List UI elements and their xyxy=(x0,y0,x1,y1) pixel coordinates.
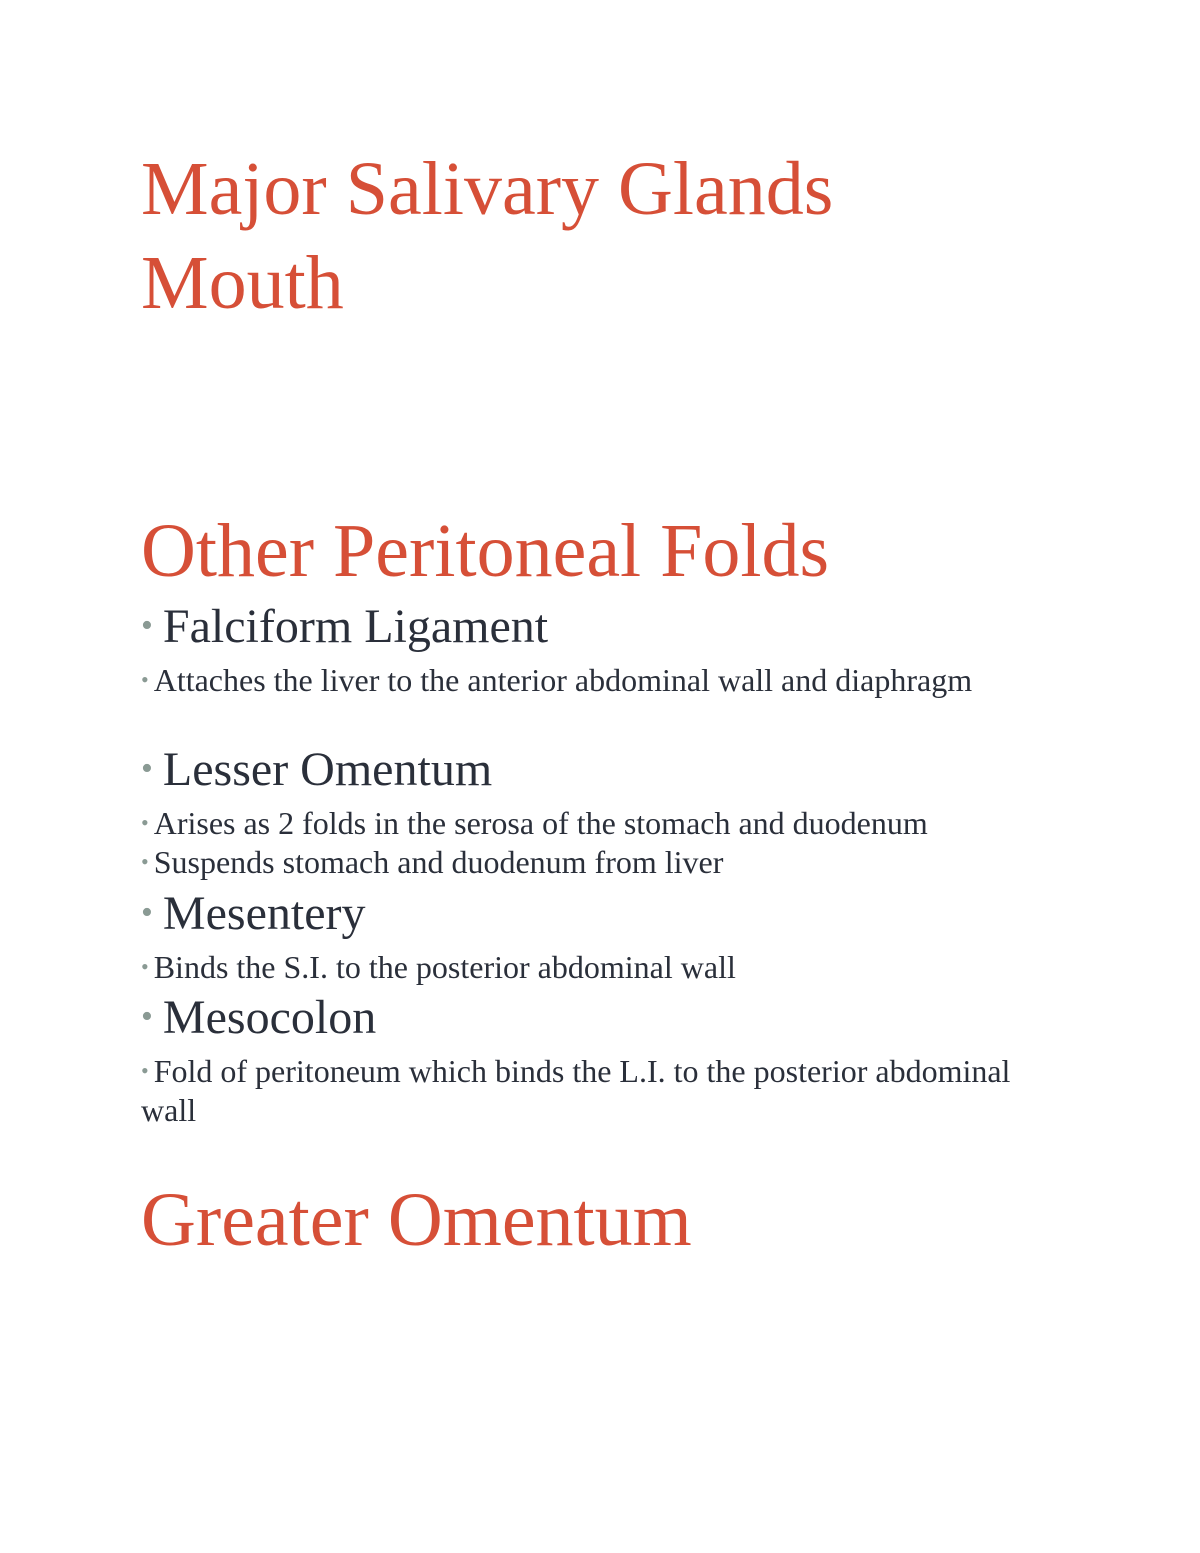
bullet-icon: • xyxy=(141,954,149,979)
item-title: Mesocolon xyxy=(162,991,377,1044)
bullet-icon: • xyxy=(141,750,153,787)
heading-mouth: Mouth xyxy=(141,241,344,325)
item-title: Lesser Omentum xyxy=(162,743,493,796)
heading-greater-omentum: Greater Omentum xyxy=(141,1178,692,1262)
subitem-text: Arises as 2 folds in the serosa of the stomach and duodenum xyxy=(153,805,928,841)
bullet-icon: • xyxy=(141,607,153,644)
item-title: Mesentery xyxy=(162,887,366,940)
heading-other-peritoneal-folds: Other Peritoneal Folds xyxy=(141,509,830,593)
bullet-icon: • xyxy=(141,894,153,931)
bullet-icon: • xyxy=(141,667,149,692)
list-item-mesocolon xyxy=(141,991,377,1044)
list-subitem-mesentery-detail xyxy=(141,947,1041,987)
list-item-falciform-ligament xyxy=(141,600,549,653)
subitem-text: Binds the S.I. to the posterior abdominal wall xyxy=(153,949,736,985)
subitem-text: Suspends stomach and duodenum from liver xyxy=(153,844,724,880)
heading-major-salivary-glands: Major Salivary Glands xyxy=(141,147,834,231)
list-subitem-lesser-detail xyxy=(141,803,1041,843)
bullet-icon: • xyxy=(141,849,149,874)
subitem-text: Attaches the liver to the anterior abdominal wall and diaphragm xyxy=(153,662,973,698)
list-subitem-mesocolon-detail xyxy=(141,1051,1041,1130)
bullet-icon: • xyxy=(141,810,149,835)
item-title: Falciform Ligament xyxy=(162,600,549,653)
list-item-lesser-omentum xyxy=(141,743,493,796)
subitem-text: Fold of peritoneum which binds the L.I. to the posterior abdominal wall xyxy=(141,1053,1011,1128)
bullet-icon: • xyxy=(141,1058,149,1083)
bullet-icon: • xyxy=(141,998,153,1035)
list-item-mesentery xyxy=(141,887,366,940)
list-subitem-falciform-detail xyxy=(141,660,1041,700)
list-subitem-lesser-detail xyxy=(141,842,1041,882)
